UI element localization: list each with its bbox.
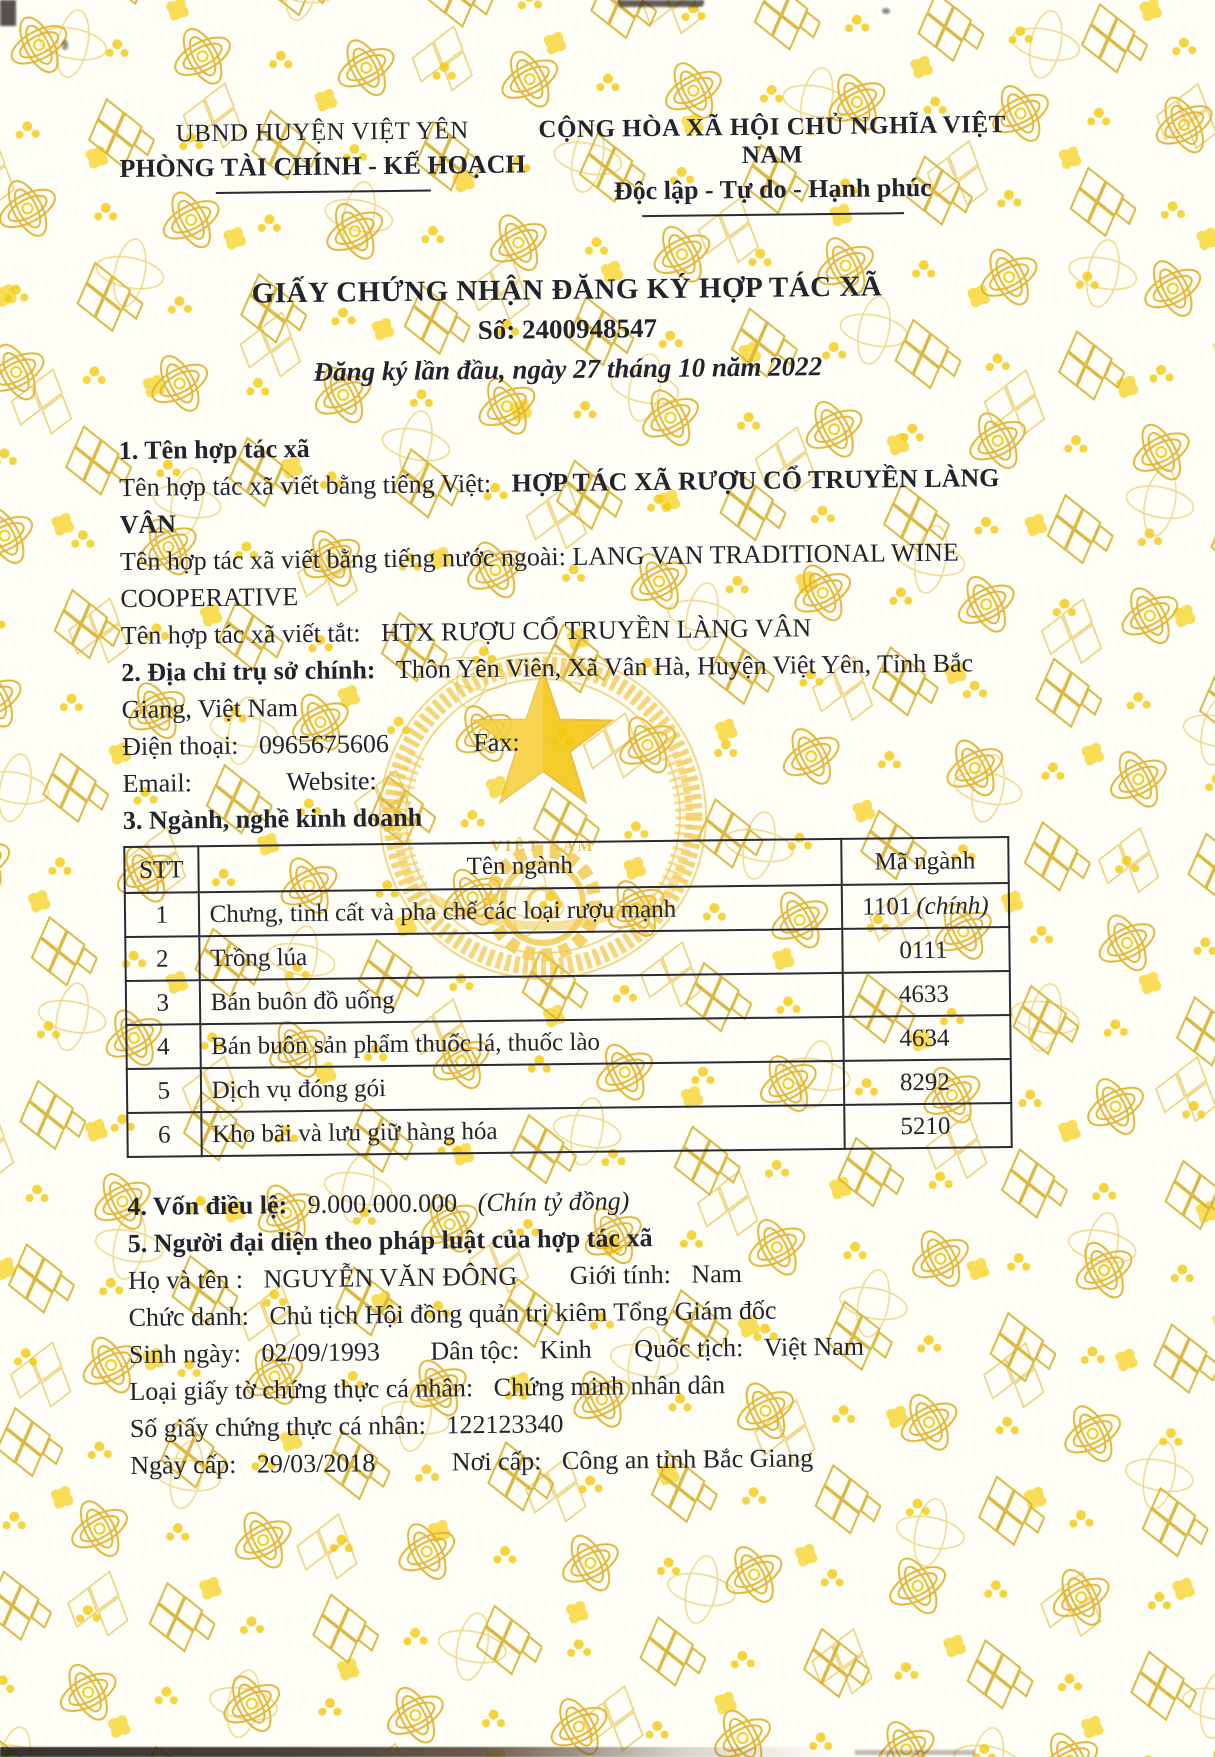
- scan-artifact-bottom-edge-2: [855, 1750, 975, 1755]
- rep-title-value: Chủ tịch Hội đồng quản trị kiêm Tổng Giám đốc: [269, 1295, 777, 1331]
- document-content: [115, 111, 1030, 1484]
- section1-heading: 1. Tên hợp tác xã: [118, 433, 310, 466]
- row-sector-name: Kho bãi và lưu giữ hàng hóa: [201, 1105, 845, 1156]
- section2-heading: 2. Địa chỉ trụ sở chính:: [121, 655, 376, 688]
- header-left-rule: [215, 190, 430, 194]
- rep-name-label: Họ và tên :: [128, 1264, 244, 1296]
- row-sector-name: Trồng lúa: [199, 929, 843, 980]
- section4-heading: 4. Vốn điều lệ:: [127, 1190, 288, 1222]
- row-stt: 3: [126, 980, 200, 1025]
- row-sector-code: [844, 1103, 1012, 1149]
- title-block: [117, 269, 1018, 390]
- section5-heading: 5. Người đại diện theo pháp luật của hợp tác xã: [127, 1223, 653, 1259]
- id-number-label: Số giấy chứng thực cá nhân:: [129, 1410, 427, 1444]
- phone-label: Điện thoại:: [121, 730, 239, 762]
- nationality-label: Quốc tịch:: [634, 1333, 744, 1364]
- code-value: 5210: [900, 1112, 951, 1140]
- issue-date-value: 29/03/2018: [256, 1448, 376, 1479]
- header-right-rule: [642, 212, 904, 217]
- coop-name-short-label: Tên hợp tác xã viết tắt:: [120, 618, 361, 651]
- issuing-authority-parent: UBND HUYỆN VIỆT YÊN: [175, 117, 469, 148]
- id-type-value: Chứng minh nhân dân: [493, 1370, 726, 1402]
- row-stt: 1: [125, 892, 199, 937]
- row-sector-code: [842, 883, 1010, 929]
- document-header: [115, 111, 1016, 223]
- row-sector-code: [842, 927, 1010, 973]
- nationality-value: Việt Nam: [763, 1331, 865, 1362]
- dob-label: Sinh ngày:: [128, 1338, 242, 1370]
- capital-amount: 9.000.000.000: [307, 1188, 458, 1219]
- col-header-stt: STT: [124, 846, 198, 893]
- capital-amount-words: (Chín tỷ đồng): [477, 1186, 630, 1218]
- row-sector-name: Chưng, tinh cất và pha chế các loại rượu mạnh: [198, 885, 842, 936]
- issuing-authority-block: [115, 116, 530, 223]
- row-stt: 4: [126, 1024, 200, 1069]
- section2-address-line: [121, 644, 1022, 728]
- code-value: 4633: [898, 980, 950, 1008]
- website-label: Website:: [286, 766, 377, 797]
- gender-label: Giới tính:: [569, 1259, 672, 1291]
- ethnicity-value: Kinh: [539, 1334, 592, 1365]
- section3-heading: 3. Ngành, nghề kinh doanh: [122, 802, 423, 836]
- row-sector-name: Dịch vụ đóng gói: [200, 1061, 844, 1112]
- coop-name-foreign-label: Tên hợp tác xã viết bằng tiếng nước ngoài:: [119, 542, 567, 577]
- national-motto: Độc lập - Tự do - Hạnh phúc: [613, 172, 932, 206]
- row-sector-name: Bán buôn sản phẩm thuốc lá, thuốc lào: [200, 1017, 844, 1068]
- scan-artifact-top: [618, 0, 704, 7]
- scan-artifact-speck: [62, 40, 68, 50]
- national-title: CỘNG HÒA XÃ HỘI CHỦ NGHĨA VIỆT NAM: [538, 111, 1006, 169]
- gender-value: Nam: [691, 1259, 743, 1289]
- scan-artifact-top-dot: [882, 8, 890, 14]
- emblem-label: VIỆT NAM: [490, 838, 596, 855]
- row-stt: 2: [125, 936, 199, 981]
- scan-artifact-corner: [0, 0, 16, 26]
- issue-place-value: Công an tỉnh Bắc Giang: [561, 1443, 814, 1476]
- dob-value: 02/09/1993: [261, 1337, 381, 1368]
- row-sector-name: Bán buôn đồ uống: [199, 973, 843, 1024]
- code-value: 8292: [899, 1068, 951, 1096]
- row-sector-code: [843, 971, 1011, 1017]
- business-sector-table: [123, 836, 1012, 1158]
- document-body: [119, 422, 1031, 1484]
- issue-place-label: Nơi cấp:: [451, 1446, 542, 1477]
- legal-representative-section: [128, 1215, 1031, 1484]
- code-note: (chính): [916, 891, 989, 920]
- document-title: GIẤY CHỨNG NHẬN ĐĂNG KÝ HỢP TÁC XÃ: [251, 270, 883, 310]
- row-sector-code: [843, 1015, 1011, 1061]
- id-number-value: 122123340: [446, 1409, 564, 1440]
- coop-name-vi-label: Tên hợp tác xã viết bằng tiếng Việt:: [119, 468, 492, 503]
- coop-name-short-value: HTX RƯỢU CỔ TRUYỀN LÀNG VÂN: [380, 613, 812, 648]
- id-type-label: Loại giấy tờ chứng thực cá nhân:: [129, 1373, 474, 1407]
- address-value: Thôn Yên Viên, Xã Vân Hà, Huyện Việt Yên, Tỉnh Bắc Giang, Việt Nam: [121, 648, 974, 725]
- phone-value: 0965675606: [258, 729, 390, 760]
- rep-title-label: Chức danh:: [128, 1301, 250, 1333]
- coop-name-vi-value: HỢP TÁC XÃ RƯỢU CỔ TRUYỀN LÀNG VÂN: [119, 463, 1000, 540]
- table-row: [127, 1103, 1011, 1157]
- row-stt: 5: [127, 1068, 201, 1113]
- certificate-number: Số: 2400948547: [477, 312, 658, 346]
- code-value: 4634: [899, 1024, 950, 1052]
- registration-date-line: Đăng ký lần đầu, ngày 27 tháng 10 năm 2022: [313, 351, 823, 387]
- fax-label: Fax:: [473, 727, 520, 758]
- national-motto-block: [529, 111, 1016, 219]
- rep-name-value: NGUYỄN VĂN ĐÔNG: [263, 1261, 518, 1294]
- issuing-authority-name: PHÒNG TÀI CHÍNH - KẾ HOẠCH: [119, 149, 526, 184]
- col-header-code: Mã ngành: [841, 837, 1009, 885]
- ethnicity-label: Dân tộc:: [430, 1335, 520, 1366]
- coop-name-vi-line: [119, 459, 1020, 543]
- row-stt: 6: [127, 1112, 201, 1157]
- coop-name-foreign-line: [120, 533, 1021, 617]
- code-value: 0111: [899, 936, 948, 964]
- row-sector-code: [844, 1059, 1012, 1105]
- coop-name-foreign-value: LANG VAN TRADITIONAL WINE COOPERATIVE: [120, 537, 959, 614]
- scan-artifact-bottom-edge: [0, 1747, 836, 1757]
- col-header-name: Tên ngành: [198, 839, 842, 892]
- code-value: 1101: [862, 892, 912, 921]
- issue-date-label: Ngày cấp:: [130, 1449, 237, 1481]
- email-label: Email:: [122, 768, 193, 799]
